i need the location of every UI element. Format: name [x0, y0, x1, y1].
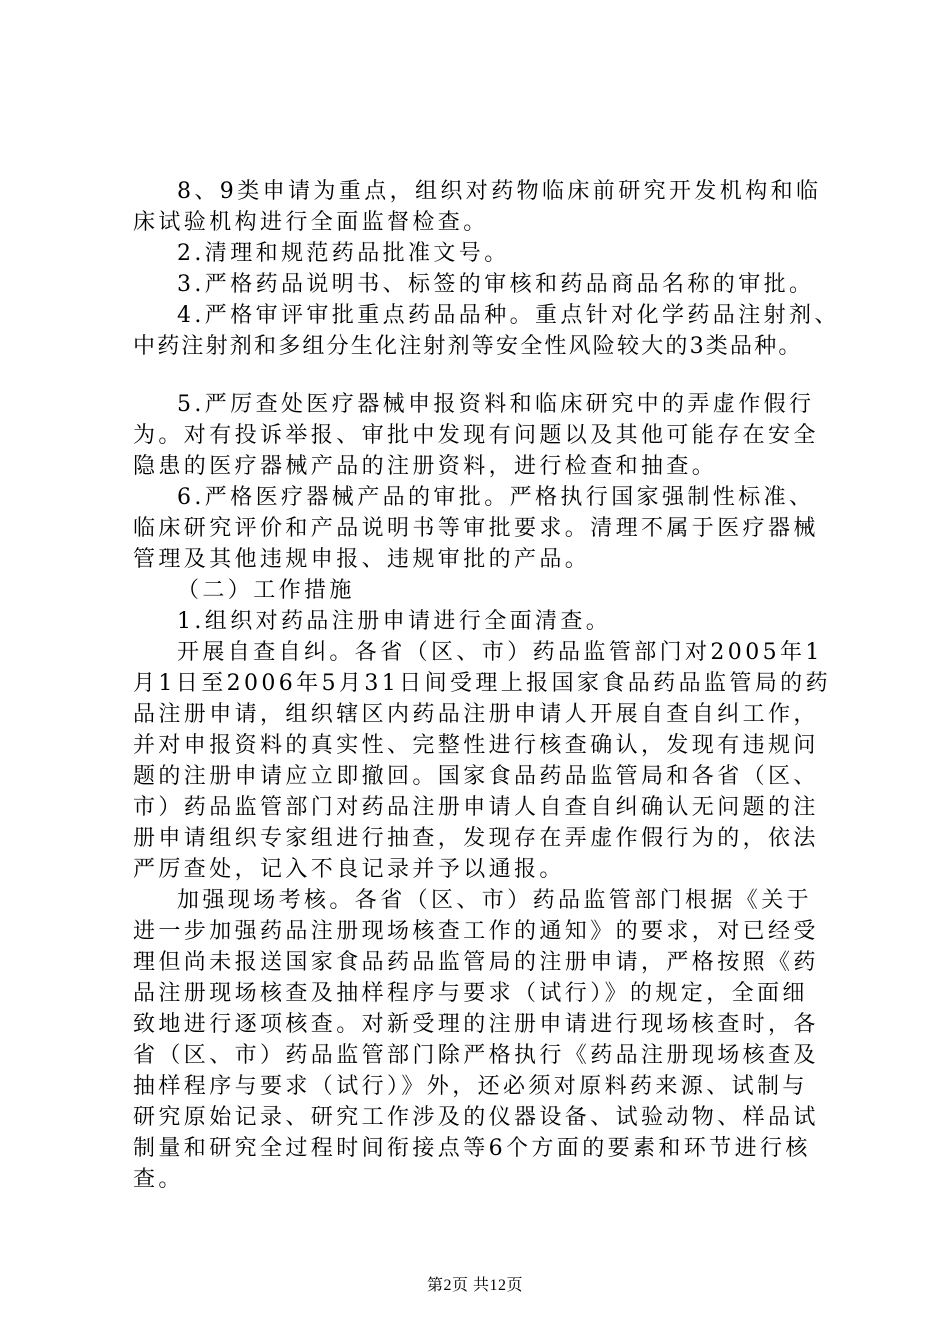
text-line: 并对申报资料的真实性、完整性进行核查确认，发现有违规问: [133, 733, 819, 758]
text-line: 床试验机构进行全面监督检查。: [133, 210, 489, 235]
text-line: 6.严格医疗器械产品的审批。严格执行国家强制性标准、: [177, 485, 815, 510]
text-line: 3.严格药品说明书、标签的审核和药品商品名称的审批。: [177, 272, 815, 297]
text-line: 隐患的医疗器械产品的注册资料，进行检查和抽查。: [133, 454, 718, 479]
text-line: 管理及其他违规申报、违规审批的产品。: [133, 547, 591, 572]
text-line: 进一步加强药品注册现场核查工作的通知》的要求，对已经受: [133, 919, 819, 944]
text-line: 开展自查自纠。各省（区、市）药品监管部门对2005年1: [177, 640, 823, 665]
section-heading: （二）工作措施: [177, 578, 355, 603]
text-line: 市）药品监管部门对药品注册申请人自查自纠确认无问题的注: [133, 795, 819, 820]
text-line: 5.严厉查处医疗器械申报资料和临床研究中的弄虚作假行: [177, 392, 815, 417]
text-line: 品注册申请，组织辖区内药品注册申请人开展自查自纠工作，: [133, 702, 819, 727]
text-line: 临床研究评价和产品说明书等审批要求。清理不属于医疗器械: [133, 516, 819, 541]
text-line: 中药注射剂和多组分生化注射剂等安全性风险较大的3类品种。: [133, 334, 803, 359]
text-line: 查。: [133, 1167, 184, 1192]
text-line: 抽样程序与要求（试行）》外，还必须对原料药来源、试制与: [133, 1074, 808, 1099]
text-line: 理但尚未报送国家食品药品监管局的注册申请，严格按照《药: [133, 950, 819, 975]
text-line: 册申请组织专家组进行抽查，发现存在弄虚作假行为的，依法: [133, 826, 819, 851]
text-line: 月1日至2006年5月31日间受理上报国家食品药品监管局的药: [133, 671, 831, 696]
text-line: 题的注册申请应立即撤回。国家食品药品监管局和各省（区、: [133, 764, 819, 789]
text-line: 研究原始记录、研究工作涉及的仪器设备、试验动物、样品试: [133, 1105, 819, 1130]
text-line: 2.清理和规范药品批准文号。: [177, 241, 510, 266]
text-line: 省（区、市）药品监管部门除严格执行《药品注册现场核查及: [133, 1043, 819, 1068]
text-line: 严厉查处，记入不良记录并予以通报。: [133, 857, 565, 882]
text-line: 加强现场考核。各省（区、市）药品监管部门根据《关于: [177, 888, 813, 913]
text-line: 品注册现场核查及抽样程序与要求（试行）》的规定，全面细: [133, 981, 808, 1006]
text-line: 制量和研究全过程时间衔接点等6个方面的要素和环节进行核: [133, 1136, 811, 1161]
text-line: 4.严格审评审批重点药品品种。重点针对化学药品注射剂、: [177, 303, 840, 328]
text-line: 为。对有投诉举报、审批中发现有问题以及其他可能存在安全: [133, 423, 819, 448]
text-line: 8、9类申请为重点，组织对药物临床前研究开发机构和临: [177, 179, 822, 204]
text-line: 致地进行逐项核查。对新受理的注册申请进行现场核查时，各: [133, 1012, 819, 1037]
page-footer: 第2页 共12页: [426, 1277, 523, 1294]
text-line: 1.组织对药品注册申请进行全面清查。: [177, 609, 612, 634]
